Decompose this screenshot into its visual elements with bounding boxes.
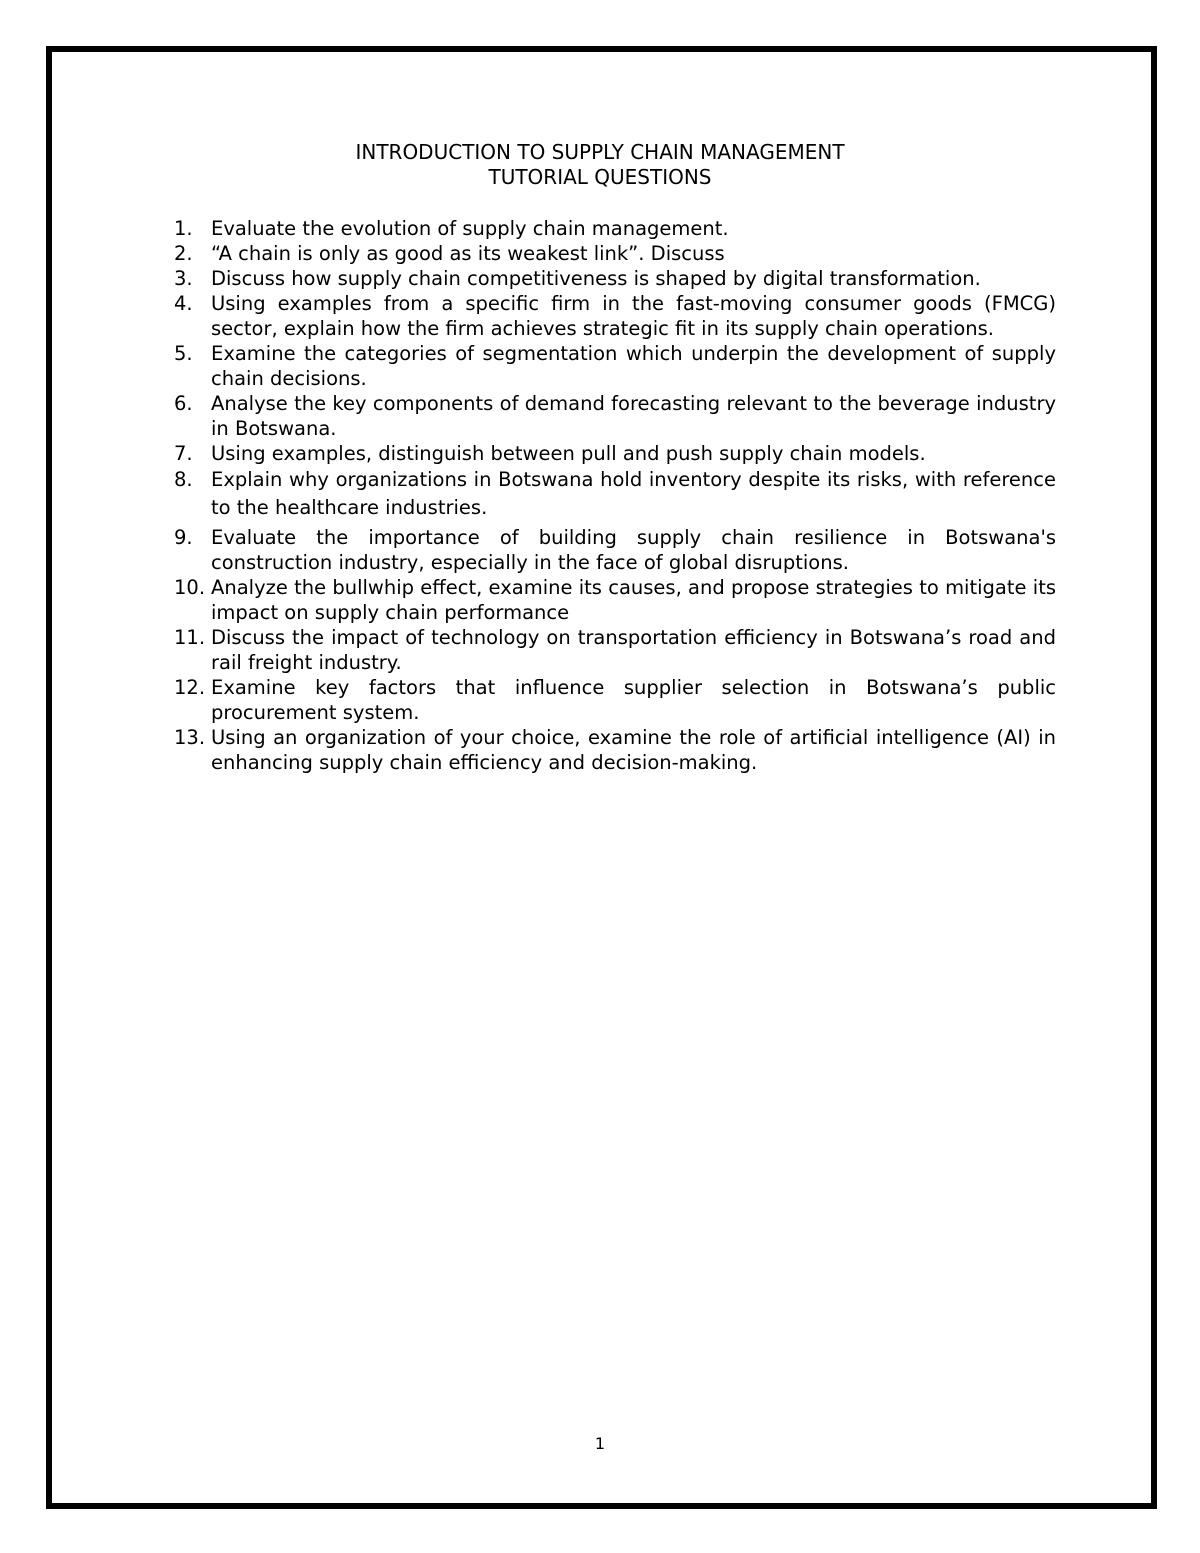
question-text: Using an organization of your choice, examine the role of artificial intelligence (AI) in enhancing supply chain efficiency and decision-making. <box>211 726 1056 774</box>
question-number: 8. <box>174 468 193 491</box>
question-text: Examine key factors that influence supplier selection in Botswana’s public procurement system. <box>211 676 1056 724</box>
document-subtitle: TUTORIAL QUESTIONS <box>488 165 712 189</box>
question-item-8 <box>174 466 1056 522</box>
question-text: Examine the categories of segmentation which underpin the development of supply chain decisions. <box>211 342 1056 390</box>
question-list <box>174 216 1056 775</box>
question-item-10 <box>174 575 1056 625</box>
question-text: Using examples from a specific firm in the fast-moving consumer goods (FMCG) sector, explain how the firm achieves strategic fit in its supply chain operations. <box>211 292 1056 340</box>
question-text: “A chain is only as good as its weakest link”. Discuss <box>211 242 725 265</box>
question-number: 13. <box>174 726 206 749</box>
question-number: 7. <box>174 442 193 465</box>
question-text: Analyze the bullwhip effect, examine its causes, and propose strategies to mitigate its impact on supply chain performance <box>211 576 1056 624</box>
question-number: 3. <box>174 267 193 290</box>
question-item-4 <box>174 291 1056 341</box>
question-text: Discuss the impact of technology on transportation efficiency in Botswana’s road and rail freight industry. <box>211 626 1056 674</box>
question-text: Evaluate the importance of building supply chain resilience in Botswana's construction industry, especially in the face of global disruptions. <box>211 526 1056 574</box>
question-text: Explain why organizations in Botswana hold inventory despite its risks, with reference to the healthcare industries. <box>211 468 1056 519</box>
question-item-3 <box>174 266 1056 291</box>
question-item-11 <box>174 625 1056 675</box>
page-number: 1 <box>594 1434 606 1453</box>
question-item-9 <box>174 525 1056 575</box>
question-number: 5. <box>174 342 193 365</box>
question-item-13 <box>174 725 1056 775</box>
question-number: 12. <box>174 676 206 699</box>
question-number: 4. <box>174 292 193 315</box>
question-number: 10. <box>174 576 206 599</box>
document-title: INTRODUCTION TO SUPPLY CHAIN MANAGEMENT <box>355 140 845 164</box>
title-block <box>0 140 1200 190</box>
question-text: Using examples, distinguish between pull and push supply chain models. <box>211 442 926 465</box>
question-text: Evaluate the evolution of supply chain management. <box>211 217 729 240</box>
question-number: 11. <box>174 626 206 649</box>
question-text: Discuss how supply chain competitiveness is shaped by digital transformation. <box>211 267 981 290</box>
question-number: 6. <box>174 392 193 415</box>
question-item-6 <box>174 391 1056 441</box>
question-number: 9. <box>174 526 193 549</box>
question-number: 2. <box>174 242 193 265</box>
question-item-5 <box>174 341 1056 391</box>
question-item-7 <box>174 441 1056 466</box>
question-text: Analyse the key components of demand forecasting relevant to the beverage industry in Botswana. <box>211 392 1056 440</box>
question-item-1 <box>174 216 1056 241</box>
question-number: 1. <box>174 217 193 240</box>
question-item-12 <box>174 675 1056 725</box>
question-item-2 <box>174 241 1056 266</box>
